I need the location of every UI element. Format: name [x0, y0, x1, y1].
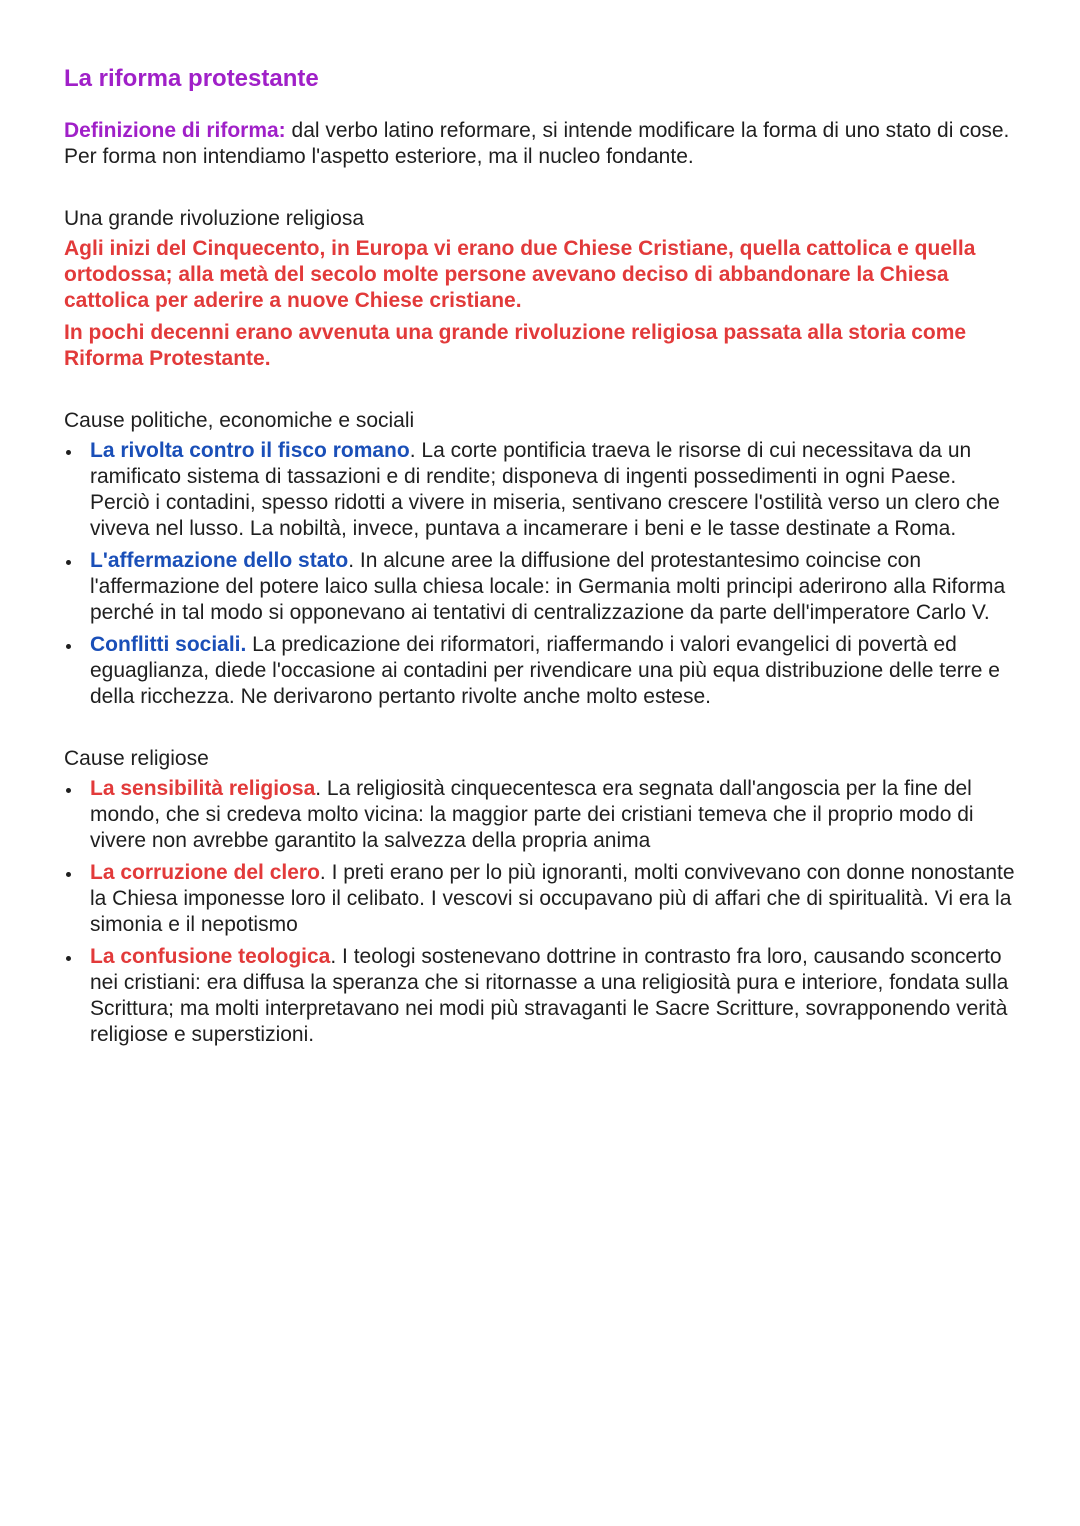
bullet-icon — [66, 956, 71, 961]
bullet-icon — [66, 872, 71, 877]
bullet-icon — [66, 788, 71, 793]
item-text: La predicazione dei riformatori, riaffermando i valori evangelici di povertà ed eguaglianza, diede l'occasione ai contadini per rivendicare una più equa distribuzione delle terre e della ricchezza. Ne derivarono pertanto rivolte anche molto estese. — [90, 633, 1000, 708]
page-title: La riforma protestante — [64, 65, 319, 92]
religious-causes-list — [64, 776, 1020, 1048]
item-text: . La religiosità cinquecentesca era segnata dall'angoscia per la fine del mondo, che si credeva molto vicina: la maggior parte dei cristiani temeva che il proprio modo di vivere non avrebbe garantito la salvezza della propria anima — [90, 777, 974, 852]
bullet-icon — [66, 450, 71, 455]
item-lead: La sensibilità religiosa — [90, 777, 316, 800]
list-item — [64, 632, 1020, 710]
bullet-icon — [66, 644, 71, 649]
item-text: . I teologi sostenevano dottrine in contrasto fra loro, causando sconcerto nei cristiani: era diffusa la speranza che si ritornasse a una religiosità pura e interiore, fondata sulla Scrittura; ma molti interpretavano nei modi più stravaganti le Sacre Scritture, sovrapponendo verità religiose e superstizioni. — [90, 945, 1009, 1046]
item-lead: La rivolta contro il fisco romano — [90, 439, 410, 462]
list-item — [64, 860, 1020, 938]
political-causes-list — [64, 438, 1020, 710]
definition-label: Definizione di riforma: — [64, 119, 286, 142]
revolution-paragraph-2: In pochi decenni erano avvenuta una grande rivoluzione religiosa passata alla storia come Riforma Protestante. — [64, 321, 967, 370]
spacer — [64, 170, 1020, 206]
item-text: . La corte pontificia traeva le risorse di cui necessitava da un ramificato sistema di tassazioni e di rendite; disponeva di ingenti possedimenti in ogni Paese. Perciò i contadini, spesso ridotti a vivere in miseria, sentivano crescere l'ostilità verso un clero che viveva nel lusso. La nobiltà, invece, puntava a incamerare i beni e le tasse destinate a Roma. — [90, 439, 1000, 540]
definition-text: dal verbo latino reformare, si intende modificare la forma di uno stato di cose. Per forma non intendiamo l'aspetto esteriore, ma il nucleo fondante. — [64, 119, 1010, 168]
spacer — [64, 716, 1020, 746]
list-item — [64, 776, 1020, 854]
revolution-paragraph-1: Agli inizi del Cinquecento, in Europa vi erano due Chiese Cristiane, quella cattolica e quella ortodossa; alla metà del secolo molte persone avevano deciso di abbandonare la Chiesa cattolica per aderire a nuove Chiese cristiane. — [64, 237, 976, 312]
list-item — [64, 438, 1020, 542]
item-lead: La corruzione del clero — [90, 861, 320, 884]
item-lead: La confusione teologica — [90, 945, 331, 968]
list-item — [64, 944, 1020, 1048]
spacer — [64, 378, 1020, 408]
religious-causes-heading: Cause religiose — [64, 747, 209, 770]
political-causes-heading: Cause politiche, economiche e sociali — [64, 409, 415, 432]
definition-paragraph — [64, 118, 1020, 170]
item-lead: Conflitti sociali. — [90, 633, 247, 656]
list-item — [64, 548, 1020, 626]
item-text: . In alcune aree la diffusione del protestantesimo coincise con l'affermazione del potere laico sulla chiesa locale: in Germania molti principi aderirono alla Riforma perché in tal modo si opponevano ai tentativi di centralizzazione da parte dell'imperatore Carlo V. — [90, 549, 1006, 624]
item-lead: L'affermazione dello stato — [90, 549, 349, 572]
revolution-heading: Una grande rivoluzione religiosa — [64, 207, 365, 230]
item-text: . I preti erano per lo più ignoranti, molti convivevano con donne nonostante la Chiesa imponesse loro il celibato. I vescovi si occupavano più di affari che di spiritualità. Vi era la simonia e il nepotismo — [90, 861, 1015, 936]
bullet-icon — [66, 560, 71, 565]
